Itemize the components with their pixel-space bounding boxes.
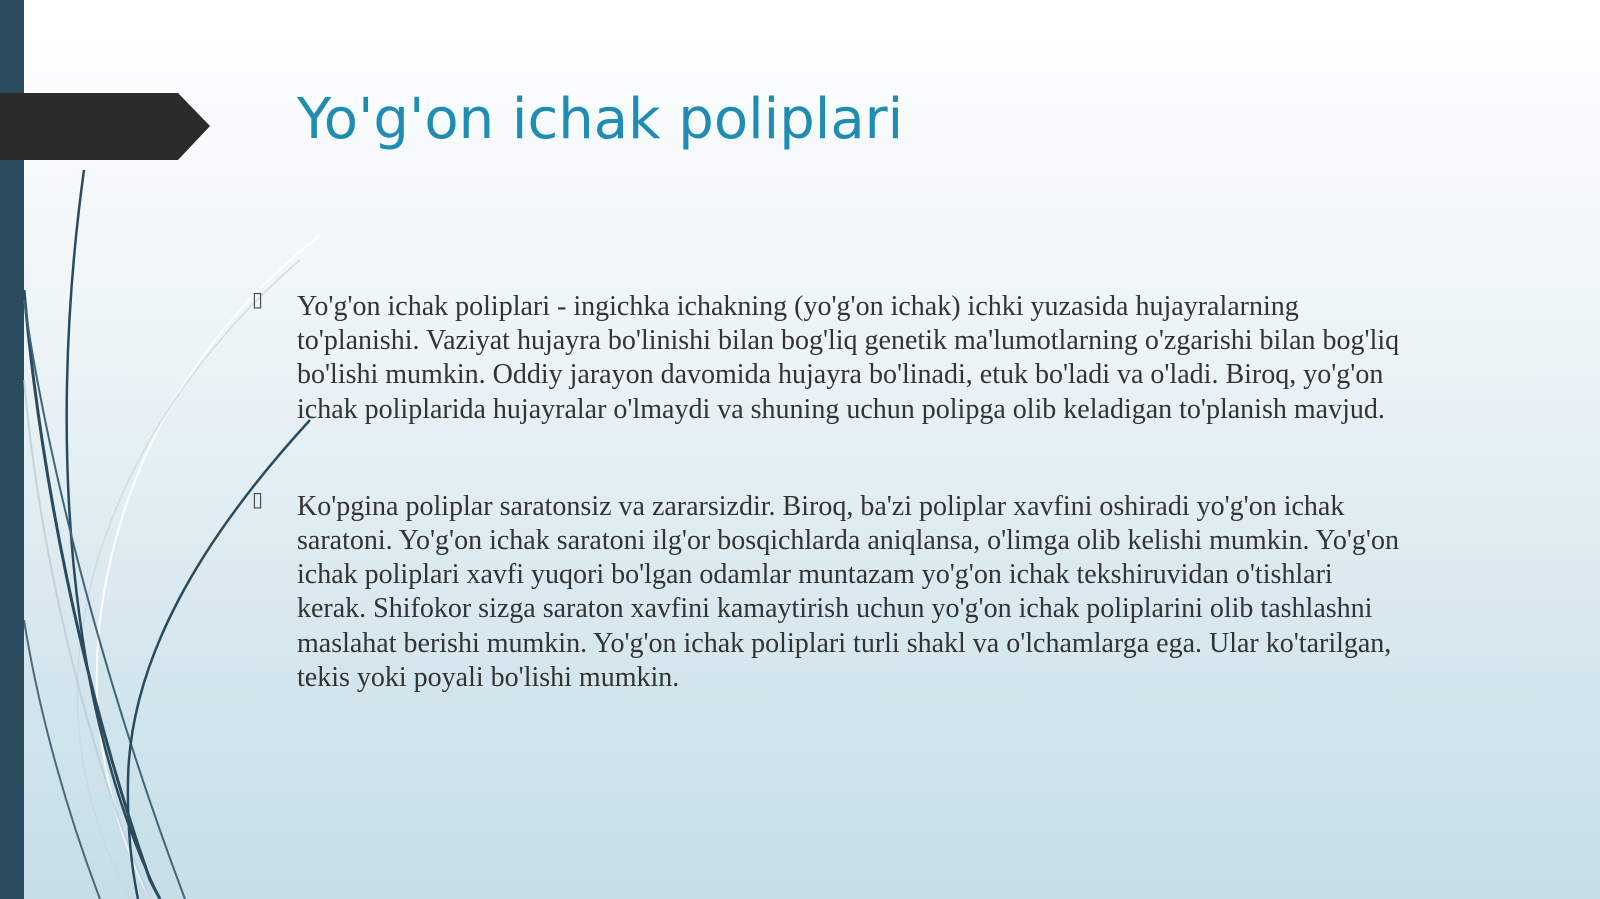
paragraph-text-2: Ko'pgina poliplar saratonsiz va zararsizdir. Biroq, ba'zi poliplar xavfini oshiradi yo'g'on ichak saratoni. Yo'g'on ichak saratoni ilg'or bosqichlarda aniqlansa, o'limga olib kelishi mumkin. Yo'g'on ichak poliplari xavfi yuqori bo'lgan odamlar muntazam yo'g'on ichak tekshiruvidan o'tishlari kerak. Shifokor sizga saraton xavfini kamaytirish uchun yo'g'on ichak poliplarini olib tashlashni maslahat berishi mumkin. Yo'g'on ichak poliplari turli shakl va o'lchamlarga ega. Ular ko'tarilgan, tekis yoki poyali bo'lishi mumkin. <box>297 490 1399 693</box>
bullet-paragraph-1 <box>252 287 1402 427</box>
decor-curve-faint-3 <box>24 380 150 899</box>
decor-curve-2 <box>24 290 160 899</box>
bullet-icon: ▯ <box>252 287 264 311</box>
decor-curve-5 <box>24 620 100 899</box>
slide-title: Yo'g'on ichak poliplari <box>297 87 904 152</box>
decor-curve-3 <box>24 300 185 899</box>
bullet-icon: ▯ <box>252 486 264 511</box>
slide-content <box>252 287 1402 695</box>
title-arrow-tab <box>0 93 210 160</box>
left-accent-bar <box>0 0 24 899</box>
paragraph-text-1: Yo'g'on ichak poliplari - ingichka ichakning (yo'g'on ichak) ichki yuzasida hujayralarning to'planishi. Vaziyat hujayra bo'linishi bilan bog'liq genetik ma'lumotlarning o'zgarishi bilan bog'liq bo'lishi mumkin. Oddiy jarayon davomida hujayra bo'linadi, etuk bo'ladi va o'ladi. Biroq, yo'g'on ichak poliplarida hujayralar o'lmaydi va shuning uchun polipga olib keladigan to'planish mavjud. <box>297 291 1400 425</box>
decor-curve-1 <box>67 170 160 899</box>
bullet-paragraph-2 <box>252 486 1402 695</box>
